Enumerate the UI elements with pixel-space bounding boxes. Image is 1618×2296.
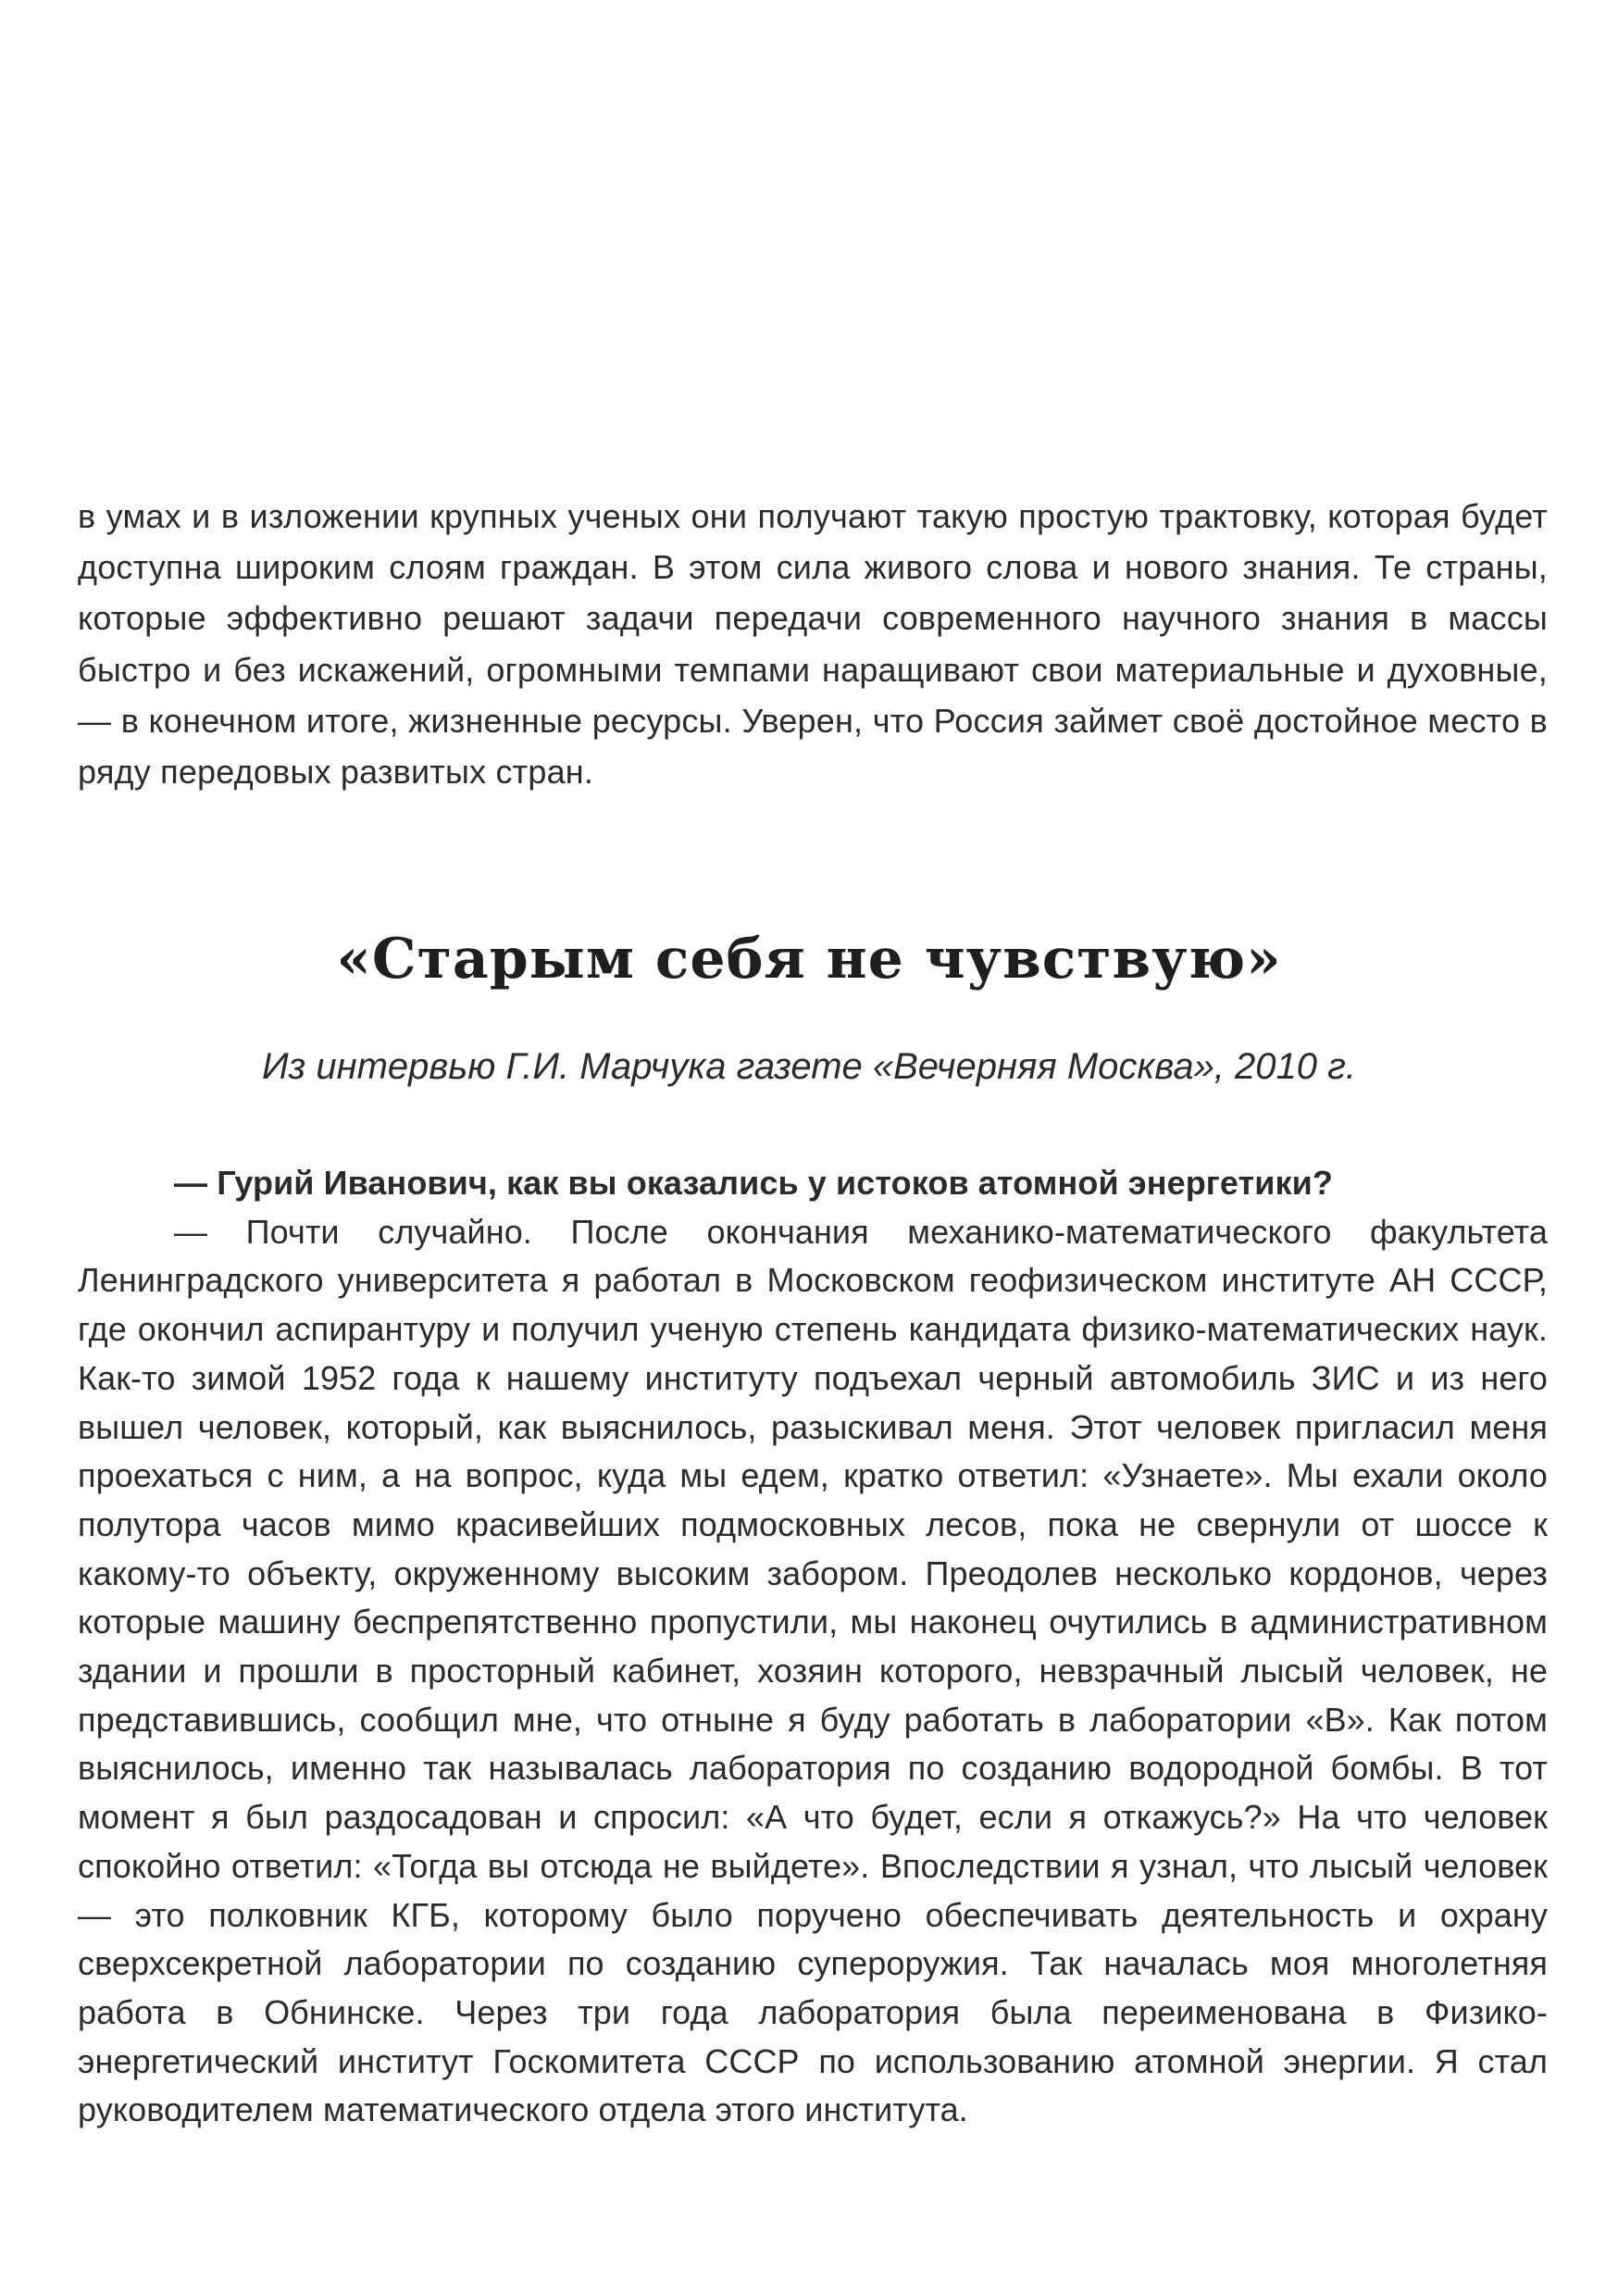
section-subtitle: Из интервью Г.И. Марчука газете «Вечерняя Москва», 2010 г. (262, 1046, 1356, 1087)
interview-body (78, 1159, 1548, 2135)
interview-answer: — Почти случайно. После окончания механико-математического факультета Ленинградского университета я работал в Московском геофизическом институте АН СССР, где окончил аспирантуру и получил ученую степень кандидата физико-математических наук. Как-то зимой 1952 года к нашему институту подъехал черный автомобиль ЗИС и из него вышел человек, который, как выяснилось, разыскивал меня. Этот человек пригласил меня проехаться с ним, а на вопрос, куда мы едем, кратко ответил: «Узнаете». Мы ехали около полутора часов мимо красивейших подмосковных лесов, пока не свернули от шоссе к какому-то объекту, окруженному высоким забором. Преодолев несколько кордонов, через которые машину беспрепятственно пропустили, мы наконец очутились в административном здании и прошли в просторный кабинет, хозяин которого, невзрачный лысый человек, не представившись, сообщил мне, что отныне я буду работать в лаборатории «В». Как потом выяснилось, именно так называлась лаборатория по созданию водородной бомбы. В тот момент я был раздосадован и спросил: «А что будет, если я откажусь?» На что человек спокойно ответил: «Тогда вы отсюда не выйдете». Впоследствии я узнал, что лысый человек — это полковник КГБ, которому было поручено обеспечивать деятельность и охрану сверхсекретной лаборатории по созданию супероружия. Так началась моя многолетняя работа в Обнинске. Через три года лаборатория была переименована в Физико-энергетический институт Госкомитета СССР по использованию атомной энергии. Я стал руководителем математического отдела этого института. (78, 1212, 1548, 2129)
section-title: «Старым себя не чувствую» (336, 927, 1282, 992)
intro-paragraph: в умах и в изложении крупных ученых они получают такую простую трактовку, которая будет доступна широким слоям граждан. В этом сила живого слова и нового знания. Те страны, которые эффективно решают задачи передачи современного научного знания в массы быстро и без искажений, огромными темпами наращивают свои материальные и духовные, — в конечном итоге, жизненные ресурсы. Уверен, что Россия займет своё достойное место в ряду передовых развитых стран. (78, 497, 1548, 792)
interview-question: — Гурий Иванович, как вы оказались у истоков атомной энергетики? (174, 1164, 1333, 1202)
